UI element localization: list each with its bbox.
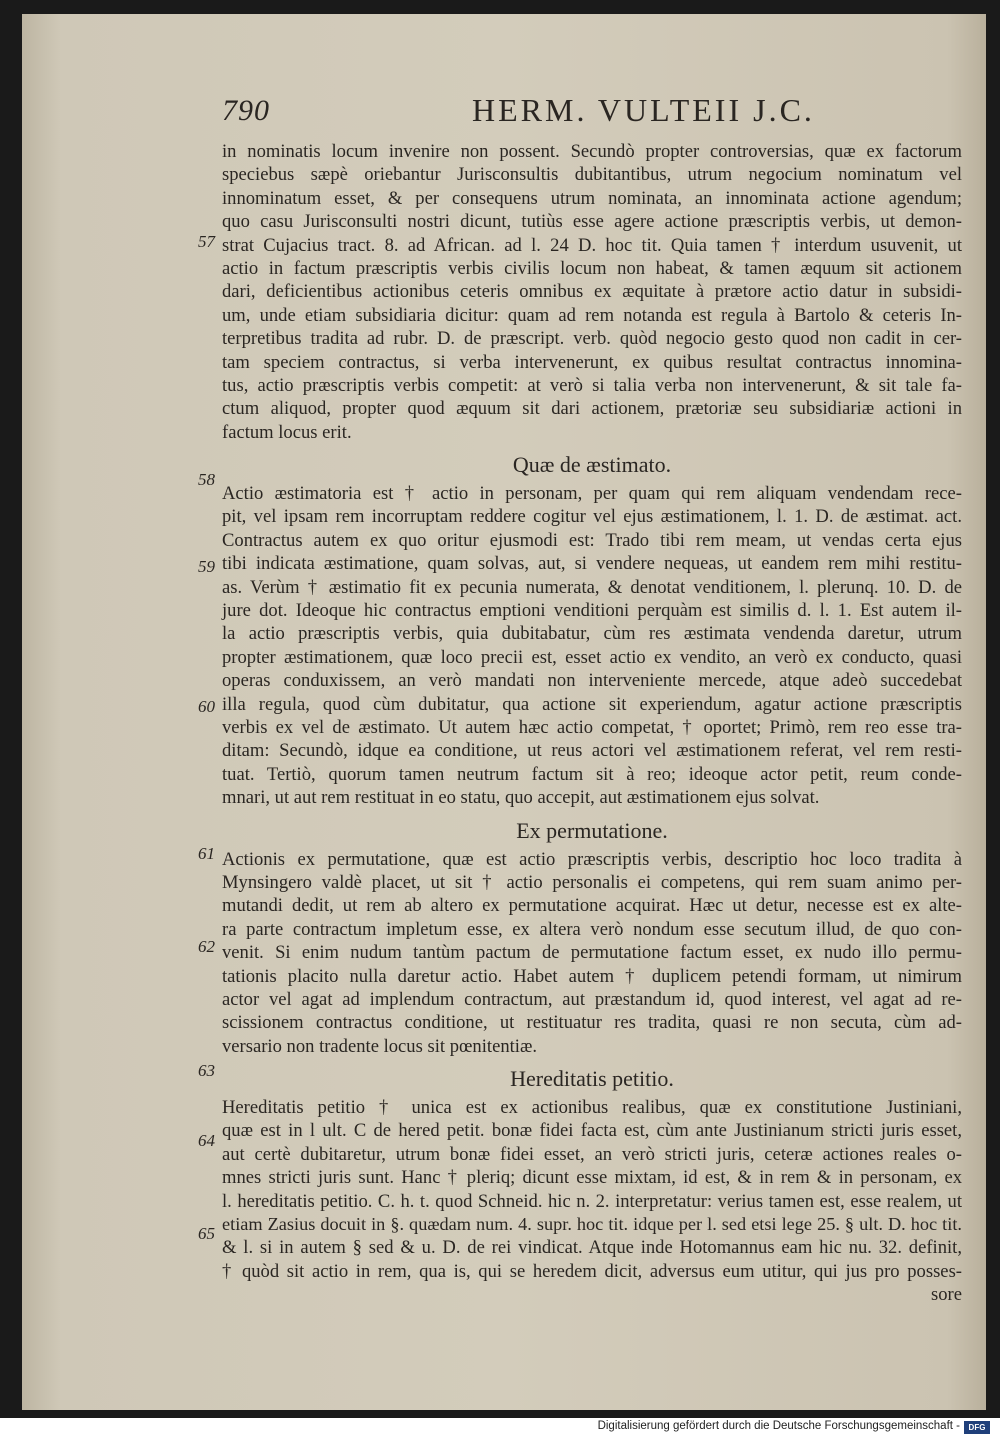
text-line: venit. Si enim nudum tantùm pactum de permutatione factum esset, ex nudo illo permu- [222, 942, 962, 964]
margin-number: 57 [198, 232, 215, 251]
page-number: 790 [222, 94, 270, 127]
margin-number: 60 [198, 697, 215, 716]
text-line: mutandi dedit, ut rem ab altero ex permutatione acquirat. Hæc ut detur, necesse est ex alte- [222, 895, 962, 917]
text-line: factum locus erit. [222, 421, 352, 443]
text-line: versario non tradente locus sit pœnitentiæ. [222, 1035, 537, 1057]
text-line: actio in factum præscriptis verbis civilis locum non habeat, & tamen æquum sit actionem [222, 257, 962, 279]
text-line: mnari, ut aut rem restituat in eo statu, quo accepit, aut æstimationem ejus solvat. [222, 787, 820, 809]
footer-credit: Digitalisierung gefördert durch die Deutsche Forschungsgemeinschaft - [597, 1420, 960, 1432]
text-line: tus, actio præscriptis verbis competit: at verò si talia verba non intervenerunt, & sit tale fa- [222, 374, 962, 396]
text-line: l. hereditatis petitio. C. h. t. quod Schneid. hic n. 2. interpretatur: verius tamen est, esse realem, ut [222, 1190, 962, 1212]
margin-number: 64 [198, 1131, 215, 1150]
text-line: scissionem contractus conditione, ut restituatur res tradita, quasi re non secuta, cùm ad- [222, 1012, 962, 1034]
text-line: tuat. Tertiò, quorum tamen neutrum factum sit à reo; ideoque actor petit, reum conde- [222, 763, 962, 785]
text-line: quo casu Jurisconsulti nostri dicunt, tutiùs esse agere actione præscriptis verbis, ut demon- [222, 211, 962, 233]
margin-number: 61 [198, 844, 215, 863]
text-line: verbis ex vel de æstimato. Ut autem hæc actio competat, † oportet; Primò, rem reo esse tra- [222, 716, 962, 738]
section-heading: Quæ de æstimato. [512, 452, 672, 478]
text-line: ra parte contractum impletum esse, ex altera verò nondum esse secutum illud, de quo con- [222, 918, 962, 940]
margin-numbers [22, 14, 222, 1410]
text-line: in nominatis locum invenire non possent. Secundò propter controversias, quæ ex factorum [222, 141, 962, 162]
page-header [222, 88, 922, 138]
dfg-logo: DFG [964, 1421, 990, 1434]
text-line: actor vel agat ad implendum contractum, aut præstandum id, quod interest, vel agat ad re- [222, 988, 962, 1010]
text-line: dari, deficientibus actionibus ceteris omnibus ex æquitate à prætore actio datur in subsidi- [222, 281, 962, 303]
text-line: & l. si in autem § sed & u. D. de rei vindicat. Atque inde Hotomannus eam hic nu. 32. definit, [222, 1237, 962, 1259]
section-heading: Hereditatis petitio. [510, 1066, 674, 1092]
text-line: tam speciem contractus, si verba intervenerunt, ex quibus resultat contractus innomina- [222, 351, 962, 373]
margin-number: 62 [198, 937, 215, 956]
text-line: sore [931, 1284, 962, 1306]
text-line: Mynsingero valdè placet, ut sit † actio personalis ei competens, qui rem suam animo per- [222, 871, 962, 893]
text-line: ditam: Secundò, idque ea conditione, ut reus actori vel æstimationem referat, vel rem resti- [222, 740, 962, 762]
text-line: speciebus sæpè oriebantur Jurisconsultis dubitantibus, utrum negocium nominatum vel [222, 164, 962, 186]
text-line: strat Cujacius tract. 8. ad African. ad l. 24 D. hoc tit. Quia tamen † interdum usuvenit, ut [222, 234, 962, 256]
text-line: um, unde etiam subsidiaria dicitur: quam ad rem notanda est regula à Bartolo & ceteris In- [222, 304, 962, 326]
text-line: innominatum esset, & per consequens utrum nominata, an innominata actione agendum; [222, 187, 962, 209]
text-line: terpretibus tradita ad rubr. D. de præscript. verb. quòd negocio gesto quod non cadit in cer- [222, 328, 962, 350]
footer-bar [0, 1418, 1000, 1438]
margin-number: 63 [198, 1061, 215, 1080]
text-line: Hereditatis petitio † unica est ex actionibus realibus, quæ ex constitutione Justiniani, [222, 1097, 962, 1119]
text-line: operas conduxissem, an verò mandati non interveniente mercede, atque adeò succedebat [222, 670, 962, 692]
margin-number: 58 [198, 470, 215, 489]
running-head: HERM. VULTEII J.C. [472, 92, 815, 128]
text-line: aut certè dubitaretur, utrum bonæ fidei esset, an verò stricti juris, ceteræ actiones reales o- [222, 1143, 962, 1165]
text-line: Actionis ex permutatione, quæ est actio præscriptis verbis, descriptio hoc loco tradita à [222, 848, 962, 870]
text-line: illa regula, quod cùm dubitatur, qua actione sit experiendum, agatur actione præscriptis [222, 693, 962, 715]
text-line: as. Verùm † æstimatio fit ex pecunia numerata, & denotat venditionem, l. plerunq. 10. D. de [222, 576, 962, 598]
text-line: quæ est in l ult. C de hered petit. bonæ fidei facta est, cùm ante Justinianum stricti juris esset, [222, 1120, 962, 1142]
text-line: pit, vel ipsam rem incorruptam reddere cogitur vel ejus æstimationem, l. 1. D. de æstimat. act. [222, 506, 962, 528]
text-block [222, 140, 962, 1307]
text-line: tationis placito nulla daretur actio. Habet autem † duplicem petendi formam, ut nimirum [222, 965, 962, 987]
margin-number: 65 [198, 1224, 215, 1243]
section-heading: Ex permutatione. [516, 817, 668, 843]
text-line: † quòd sit actio in rem, qua is, qui se heredem dicit, adversus eum utitur, qui jus pro posses- [222, 1260, 962, 1282]
margin-number: 59 [198, 557, 215, 576]
text-line: jure dot. Ideoque hic contractus emptioni venditioni perquàm est similis d. l. 1. Est autem il- [222, 600, 962, 622]
text-line: etiam Zasius docuit in §. quædam num. 4. supr. hoc tit. idque per l. sed etsi lege 25. § ult. D. hoc tit. [222, 1214, 962, 1235]
text-line: Actio æstimatoria est † actio in personam, per quam qui rem aliquam vendendam rece- [222, 483, 962, 505]
text-line: mnes stricti juris sunt. Hanc † pleriq; dicunt esse mixtam, id est, & in rem & in personam, ex [222, 1167, 962, 1189]
text-line: la actio præscriptis verbis, quia dubitabatur, cùm res æstimata vendenda daretur, utrum [222, 623, 962, 645]
book-page [22, 14, 986, 1410]
text-line: ctum aliquod, propter quod æquum sit dari actionem, prætoriæ seu subsidiariæ actioni in [222, 398, 962, 420]
text-line: Contractus autem ex quo oritur ejusmodi est: Trado tibi rem meam, ut vendas certa ejus [222, 529, 962, 551]
text-line: propter æstimationem, quæ loco precii est, esset actio ex vendito, an verò ex conducto, quasi [222, 646, 962, 668]
text-line: tibi indicata æstimatione, quam solvas, aut, si vendere nequeas, ut eandem rem mihi restitu- [222, 553, 962, 575]
